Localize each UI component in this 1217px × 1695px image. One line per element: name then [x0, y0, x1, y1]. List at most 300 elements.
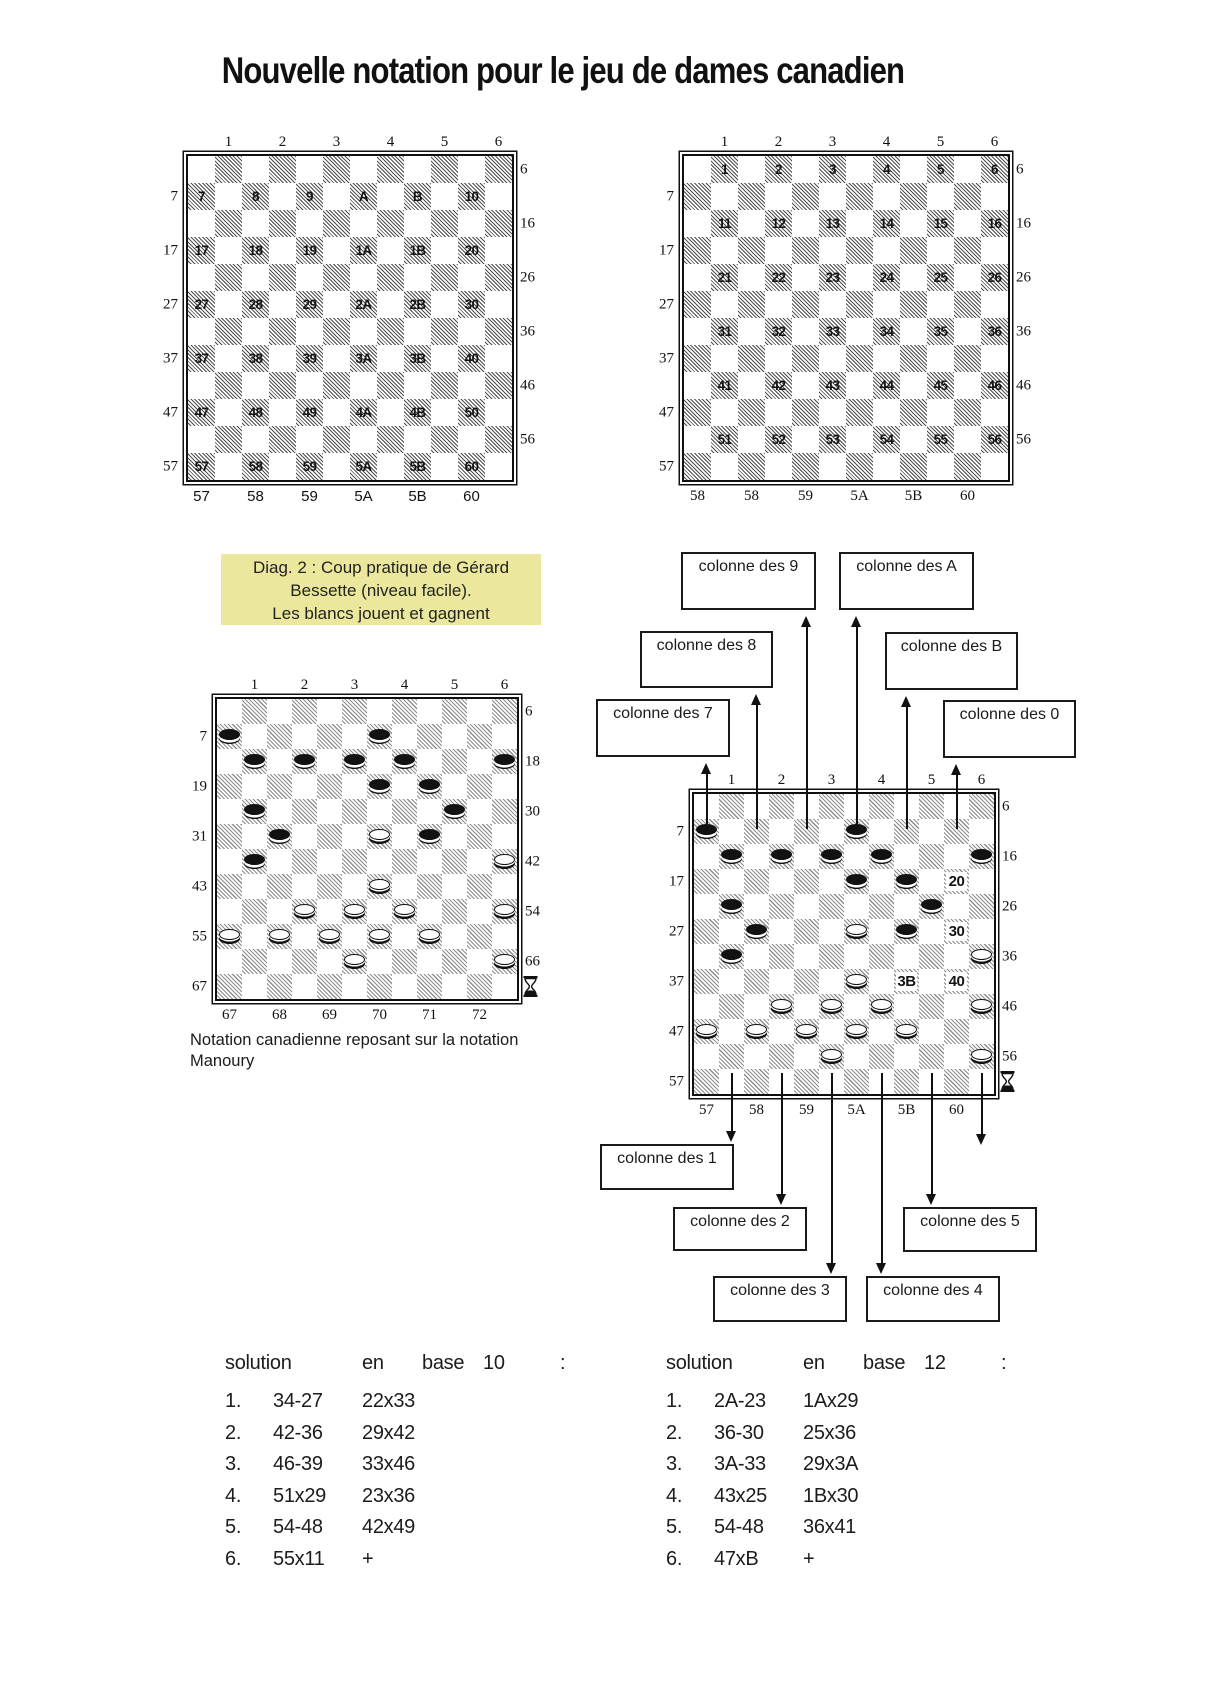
column-arrow-down-line — [831, 1073, 833, 1265]
square-number: 32 — [771, 324, 786, 339]
piece-face — [244, 804, 265, 815]
square-number: 24 — [879, 270, 894, 285]
piece-face — [369, 879, 390, 890]
dark-square — [431, 426, 458, 453]
black-checker-piece — [746, 924, 767, 940]
board-coordinate-bottom: 5A — [850, 488, 869, 504]
square-number: 5A — [355, 459, 372, 474]
black-checker-piece — [369, 779, 390, 795]
piece-face — [319, 929, 340, 940]
square-number: 2 — [775, 162, 782, 177]
white-checker-piece — [294, 904, 315, 920]
board-coordinate-bottom: 5B — [904, 488, 923, 504]
square-number: 38 — [248, 351, 263, 366]
white-checker-piece — [696, 1024, 717, 1040]
dark-square — [869, 944, 894, 969]
dark-square — [242, 699, 267, 724]
board-coordinate-left: 57 — [659, 458, 674, 474]
square-number-chip: 40 — [946, 972, 967, 991]
board-coordinate-top: 1 — [727, 772, 736, 788]
board-coordinate-left: 17 — [659, 242, 674, 258]
board-coordinate-top: 2 — [278, 134, 287, 150]
piece-face — [971, 1049, 992, 1060]
square-number: 52 — [771, 432, 786, 447]
board-coordinate-top: 6 — [977, 772, 986, 788]
square-number: A — [358, 189, 369, 204]
dark-square — [392, 949, 417, 974]
dark-square — [919, 944, 944, 969]
dark-square — [794, 869, 819, 894]
board-coordinate-bottom: 69 — [322, 1007, 337, 1023]
column-arrow-up-head — [701, 763, 711, 774]
dark-square — [719, 994, 744, 1019]
square-number: 30 — [464, 297, 479, 312]
move-number: 6. — [225, 1547, 242, 1570]
dark-square — [919, 794, 944, 819]
square-number: 16 — [987, 216, 1002, 231]
dark-square — [217, 974, 242, 999]
square-number: 7 — [198, 189, 205, 204]
move-first: 34-27 — [273, 1390, 323, 1412]
black-checker-piece — [244, 804, 265, 820]
dark-square — [215, 210, 242, 237]
dark-square — [242, 949, 267, 974]
piece-face — [244, 854, 265, 865]
dark-square — [954, 183, 981, 210]
dark-square — [215, 318, 242, 345]
piece-face — [896, 924, 917, 935]
white-checker-piece — [494, 954, 515, 970]
move-second: 23x36 — [362, 1484, 415, 1507]
board-coordinate-right: 26 — [1002, 898, 1017, 914]
black-checker-piece — [871, 849, 892, 865]
dark-square — [467, 874, 492, 899]
piece-face — [219, 729, 240, 740]
dark-square — [919, 844, 944, 869]
dark-square — [431, 210, 458, 237]
column-label: colonne des 0 — [959, 706, 1060, 723]
board-diag2-manoury — [215, 697, 519, 1001]
move-second: 1Ax29 — [803, 1390, 859, 1412]
white-checker-piece — [796, 1024, 817, 1040]
dark-square — [900, 345, 927, 372]
solution-header-word: 12 — [924, 1352, 946, 1374]
move-number: 3. — [666, 1453, 683, 1475]
dark-square — [719, 794, 744, 819]
solution-header-word: en — [803, 1352, 825, 1374]
move-second: + — [803, 1547, 815, 1570]
piece-face — [796, 1024, 817, 1035]
move-second: 42x49 — [362, 1516, 415, 1538]
piece-face — [344, 754, 365, 765]
board-coordinate-left: 47 — [163, 404, 178, 420]
black-checker-piece — [821, 849, 842, 865]
move-first: 54-48 — [273, 1516, 323, 1538]
board-coordinate-bottom: 72 — [472, 1007, 487, 1023]
black-checker-piece — [219, 729, 240, 745]
move-first: 2A-23 — [714, 1390, 766, 1412]
square-number: 1A — [355, 243, 372, 258]
dark-square — [792, 291, 819, 318]
board-coordinate-top: 1 — [224, 134, 233, 150]
piece-face — [971, 949, 992, 960]
dark-square — [217, 774, 242, 799]
column-arrow-up-line — [956, 773, 958, 829]
piece-face — [871, 999, 892, 1010]
column-arrow-up-head — [851, 616, 861, 627]
manoury-caption-line2: Manoury — [190, 1052, 255, 1070]
board-coordinate-top: 2 — [777, 772, 786, 788]
white-checker-piece — [494, 854, 515, 870]
dark-square — [944, 1069, 969, 1094]
board-coordinate-right: 36 — [520, 323, 535, 339]
solution-move-row — [225, 1422, 645, 1448]
board-coordinate-bottom: 67 — [222, 1007, 237, 1023]
board-coordinate-right: 30 — [525, 803, 540, 819]
dark-square — [267, 724, 292, 749]
board-coordinate-bottom: 68 — [272, 1007, 287, 1023]
dark-square — [900, 237, 927, 264]
column-label-box — [681, 552, 816, 610]
dark-square — [485, 372, 512, 399]
column-label: colonne des 3 — [730, 1282, 830, 1299]
column-arrow-down-line — [981, 1073, 983, 1136]
piece-face — [394, 754, 415, 765]
dark-square — [792, 183, 819, 210]
square-number: 44 — [879, 378, 894, 393]
move-number: 1. — [666, 1390, 683, 1412]
board-coordinate-bottom: 57 — [699, 1102, 714, 1118]
piece-face — [494, 854, 515, 865]
square-number: 22 — [771, 270, 786, 285]
move-second: 1Bx30 — [803, 1484, 859, 1507]
solution-header-word: 10 — [483, 1352, 505, 1374]
solution-move-row — [666, 1516, 1086, 1542]
dark-square — [769, 894, 794, 919]
piece-face — [771, 849, 792, 860]
piece-face — [369, 829, 390, 840]
column-arrow-down-line — [881, 1073, 883, 1265]
piece-face — [269, 829, 290, 840]
dark-square — [417, 874, 442, 899]
dark-square — [323, 426, 350, 453]
dark-square — [684, 237, 711, 264]
solution-header-word: : — [1001, 1352, 1007, 1374]
black-checker-piece — [921, 899, 942, 915]
move-number: 5. — [225, 1516, 242, 1538]
dark-square — [442, 899, 467, 924]
dark-square — [738, 237, 765, 264]
column-arrow-down-head — [726, 1131, 736, 1142]
dark-square — [900, 291, 927, 318]
hourglass-icon — [1000, 1071, 1015, 1097]
board-coordinate-left: 27 — [659, 296, 674, 312]
column-arrow-down-head — [976, 1134, 986, 1145]
black-checker-piece — [771, 849, 792, 865]
board-diag2-base12 — [692, 792, 996, 1096]
white-checker-piece — [219, 929, 240, 945]
board-coordinate-bottom: 58 — [749, 1102, 764, 1118]
white-checker-piece — [971, 949, 992, 965]
piece-face — [269, 929, 290, 940]
piece-face — [369, 929, 390, 940]
white-checker-piece — [344, 904, 365, 920]
column-label-box — [839, 552, 974, 610]
column-arrow-down-head — [826, 1263, 836, 1274]
column-arrow-up-head — [901, 696, 911, 707]
square-number: 20 — [464, 243, 479, 258]
piece-face — [846, 1024, 867, 1035]
column-arrow-up-line — [906, 705, 908, 829]
piece-face — [344, 954, 365, 965]
dark-square — [485, 264, 512, 291]
manoury-caption-line1: Notation canadienne reposant sur la notation — [190, 1031, 519, 1049]
square-number: 6 — [991, 162, 998, 177]
board-coordinate-left: 47 — [659, 404, 674, 420]
board-coordinate-right: 6 — [1016, 161, 1024, 177]
piece-face — [896, 1024, 917, 1035]
board-coordinate-left: 7 — [676, 823, 684, 839]
dark-square — [417, 974, 442, 999]
move-number: 5. — [666, 1516, 683, 1538]
dark-square — [342, 799, 367, 824]
square-number: 4 — [883, 162, 890, 177]
dark-square — [377, 318, 404, 345]
square-number: 2A — [355, 297, 372, 312]
board-coordinate-top: 2 — [300, 677, 309, 693]
square-number: 55 — [933, 432, 948, 447]
dark-square — [738, 183, 765, 210]
dark-square — [819, 894, 844, 919]
column-label-box — [943, 700, 1076, 758]
white-checker-piece — [344, 954, 365, 970]
board-coordinate-right: 16 — [520, 215, 535, 231]
column-label-box — [885, 632, 1018, 690]
dark-square — [846, 237, 873, 264]
solution-header-word: en — [362, 1352, 384, 1374]
board-coordinate-right: 54 — [525, 903, 540, 919]
move-first: 47xB — [714, 1547, 759, 1570]
square-number: 57 — [194, 459, 209, 474]
white-checker-piece — [319, 929, 340, 945]
move-first: 43x25 — [714, 1484, 767, 1507]
board-coordinate-top: 4 — [877, 772, 886, 788]
black-checker-piece — [444, 804, 465, 820]
dark-square — [744, 1069, 769, 1094]
dark-square — [684, 345, 711, 372]
black-checker-piece — [971, 849, 992, 865]
piece-face — [846, 924, 867, 935]
dark-square — [744, 869, 769, 894]
page-title: Nouvelle notation pour le jeu de dames canadien — [221, 50, 905, 91]
piece-face — [419, 929, 440, 940]
square-number: 42 — [771, 378, 786, 393]
board-coordinate-bottom: 60 — [463, 488, 480, 505]
board-coordinate-top: 5 — [450, 677, 459, 693]
square-number: 46 — [987, 378, 1002, 393]
piece-face — [219, 929, 240, 940]
dark-square — [269, 372, 296, 399]
black-checker-piece — [896, 874, 917, 890]
move-number: 2. — [225, 1421, 242, 1444]
board-coordinate-right: 6 — [520, 161, 528, 177]
solution-move-row — [225, 1485, 645, 1511]
move-number: 3. — [225, 1453, 242, 1475]
board-coordinate-right: 6 — [1002, 798, 1010, 814]
board-coordinate-right: 16 — [1002, 848, 1017, 864]
dark-square — [467, 774, 492, 799]
dark-square — [738, 291, 765, 318]
column-label: colonne des 2 — [690, 1213, 790, 1230]
board-coordinate-right: 56 — [520, 431, 535, 447]
dark-square — [377, 156, 404, 183]
piece-face — [721, 899, 742, 910]
board-coordinate-right: 66 — [525, 953, 540, 969]
dark-square — [819, 944, 844, 969]
dark-square — [944, 1019, 969, 1044]
diagram2-caption-line3: Les blancs jouent et gagnent — [272, 604, 490, 623]
piece-face — [369, 779, 390, 790]
square-number: 31 — [717, 324, 732, 339]
dark-square — [323, 318, 350, 345]
move-first: 54-48 — [714, 1516, 764, 1538]
column-arrow-down-head — [876, 1263, 886, 1274]
column-arrow-down-line — [731, 1073, 733, 1133]
move-second: 36x41 — [803, 1516, 856, 1538]
board-coordinate-right: 16 — [1016, 215, 1031, 231]
board-coordinate-left: 67 — [192, 978, 207, 994]
column-label: colonne des A — [856, 558, 957, 575]
column-label: colonne des 7 — [613, 705, 713, 722]
dark-square — [769, 944, 794, 969]
piece-face — [394, 904, 415, 915]
piece-face — [971, 999, 992, 1010]
move-second: 29x42 — [362, 1421, 415, 1444]
square-number: 3B — [409, 351, 426, 366]
black-checker-piece — [896, 924, 917, 940]
square-number: 13 — [825, 216, 840, 231]
square-number: 14 — [879, 216, 894, 231]
square-number: 28 — [248, 297, 263, 312]
dark-square — [342, 849, 367, 874]
dark-square — [342, 699, 367, 724]
column-arrow-up-line — [806, 625, 808, 829]
white-checker-piece — [394, 904, 415, 920]
board-coordinate-left: 27 — [163, 296, 178, 312]
square-number: 33 — [825, 324, 840, 339]
square-number: 26 — [987, 270, 1002, 285]
dark-square — [217, 824, 242, 849]
solution-move-row — [666, 1453, 1086, 1479]
white-checker-piece — [846, 1024, 867, 1040]
piece-face — [444, 804, 465, 815]
dark-square — [215, 156, 242, 183]
board-coordinate-top: 3 — [828, 134, 837, 150]
square-number: 17 — [194, 243, 209, 258]
dark-square — [900, 453, 927, 480]
dark-square — [684, 183, 711, 210]
board-coordinate-top: 1 — [250, 677, 259, 693]
white-checker-piece — [971, 1049, 992, 1065]
board-coordinate-left: 57 — [163, 458, 178, 474]
square-number: 29 — [302, 297, 317, 312]
solution-move-row — [225, 1390, 645, 1416]
dark-square — [485, 156, 512, 183]
dark-square — [954, 345, 981, 372]
white-checker-piece — [821, 1049, 842, 1065]
square-number: 53 — [825, 432, 840, 447]
dark-square — [846, 399, 873, 426]
board-coordinate-left: 7 — [666, 188, 674, 204]
board-coordinate-bottom: 58 — [690, 488, 705, 504]
dark-square — [392, 699, 417, 724]
dark-square — [377, 264, 404, 291]
dark-square — [792, 345, 819, 372]
column-arrow-up-line — [756, 703, 758, 829]
piece-face — [746, 924, 767, 935]
square-number: 23 — [825, 270, 840, 285]
dark-square — [292, 799, 317, 824]
solution-move-row — [666, 1422, 1086, 1448]
dark-square — [317, 974, 342, 999]
black-checker-piece — [294, 754, 315, 770]
square-number: 59 — [302, 459, 317, 474]
hourglass-glyph — [523, 976, 538, 997]
column-label: colonne des 4 — [883, 1282, 983, 1299]
dark-square — [485, 210, 512, 237]
square-number-chip: 3B — [897, 973, 916, 990]
dark-square — [292, 699, 317, 724]
square-number: 56 — [987, 432, 1002, 447]
dark-square — [900, 399, 927, 426]
black-checker-piece — [269, 829, 290, 845]
board-coordinate-top: 3 — [350, 677, 359, 693]
square-number: 18 — [248, 243, 263, 258]
dark-square — [377, 210, 404, 237]
square-number: 15 — [933, 216, 948, 231]
column-arrow-down-line — [931, 1073, 933, 1196]
dark-square — [431, 372, 458, 399]
dark-square — [317, 724, 342, 749]
piece-face — [846, 874, 867, 885]
piece-face — [244, 754, 265, 765]
dark-square — [292, 849, 317, 874]
piece-face — [294, 754, 315, 765]
white-checker-piece — [971, 999, 992, 1015]
board-base12-even-rows — [186, 154, 514, 482]
square-number: 10 — [464, 189, 479, 204]
hourglass-icon — [523, 976, 538, 1002]
dark-square — [442, 849, 467, 874]
board-coordinate-right: 36 — [1002, 948, 1017, 964]
diagram2-caption — [221, 554, 541, 625]
board-coordinate-left: 31 — [192, 828, 207, 844]
move-number: 2. — [666, 1421, 683, 1444]
square-number: 37 — [194, 351, 209, 366]
solution-move-row — [225, 1453, 645, 1479]
dark-square — [267, 974, 292, 999]
board-coordinate-bottom: 5A — [847, 1102, 866, 1118]
square-number: 5B — [409, 459, 426, 474]
square-number: 27 — [194, 297, 209, 312]
manoury-caption — [190, 1030, 570, 1072]
piece-face — [494, 954, 515, 965]
column-arrow-down-line — [781, 1073, 783, 1196]
piece-face — [821, 999, 842, 1010]
board-coordinate-top: 3 — [332, 134, 341, 150]
dark-square — [392, 849, 417, 874]
board-coordinate-left: 37 — [659, 350, 674, 366]
